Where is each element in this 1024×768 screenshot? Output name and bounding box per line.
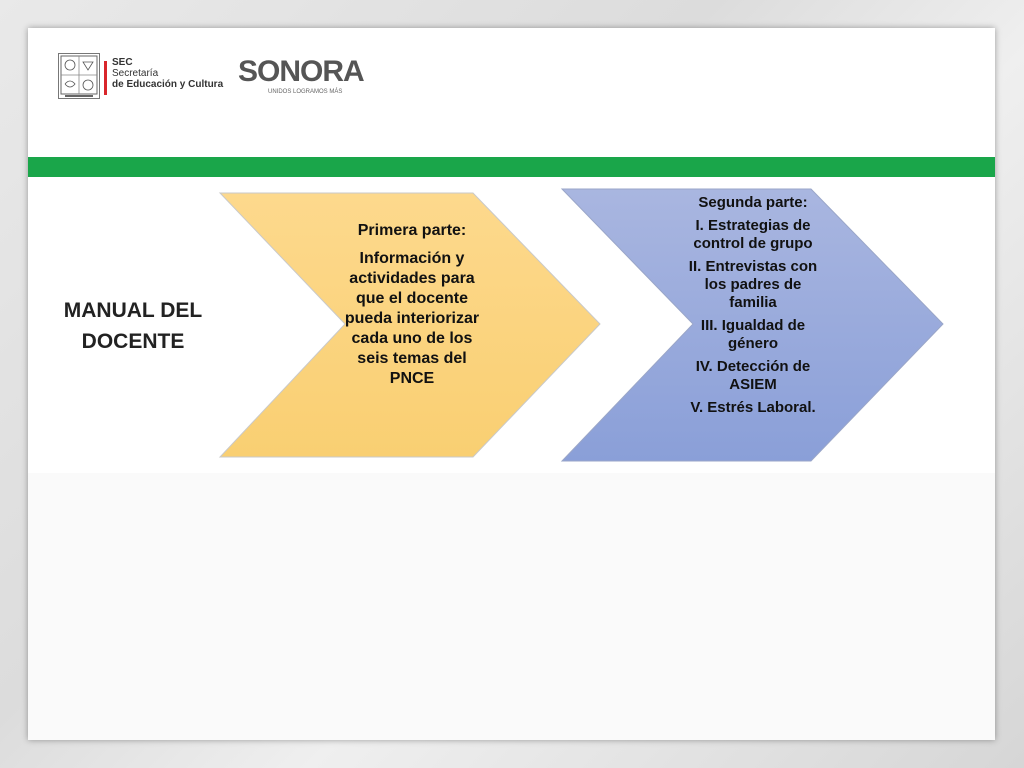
second-part-text [683,194,823,422]
first-part-body: Información y actividades para que el docente pueda interiorizar cada uno de los seis temas del PNCE [344,250,480,387]
slide-lower-area [28,473,995,740]
first-part-heading: Primera parte: [357,222,467,239]
second-part-item-2: II. Entrevistas con los padres de familia [688,258,818,311]
first-part-text [338,221,486,389]
sonora-tagline: UNIDOS LOGRAMOS MÁS [268,89,343,95]
slide [28,28,995,740]
second-part-heading: Segunda parte: [698,194,808,211]
second-part-item-5: V. Estrés Laboral. [690,399,816,416]
second-part-item-4: IV. Detección de ASIEM [695,358,811,393]
second-part-item-3: III. Igualdad de género [700,317,806,352]
sonora-logo-text: SONORA [238,55,364,88]
sec-name-line2: de Educación y Cultura [112,79,224,90]
manual-title-line1: MANUAL DEL [63,299,203,322]
sec-name-line1: Secretaría [112,68,159,79]
process-chevrons [28,28,995,473]
second-part-item-1: I. Estrategias de control de grupo [693,217,813,252]
sec-abbreviation: SEC [112,57,133,68]
manual-title-line2: DOCENTE [81,330,185,353]
